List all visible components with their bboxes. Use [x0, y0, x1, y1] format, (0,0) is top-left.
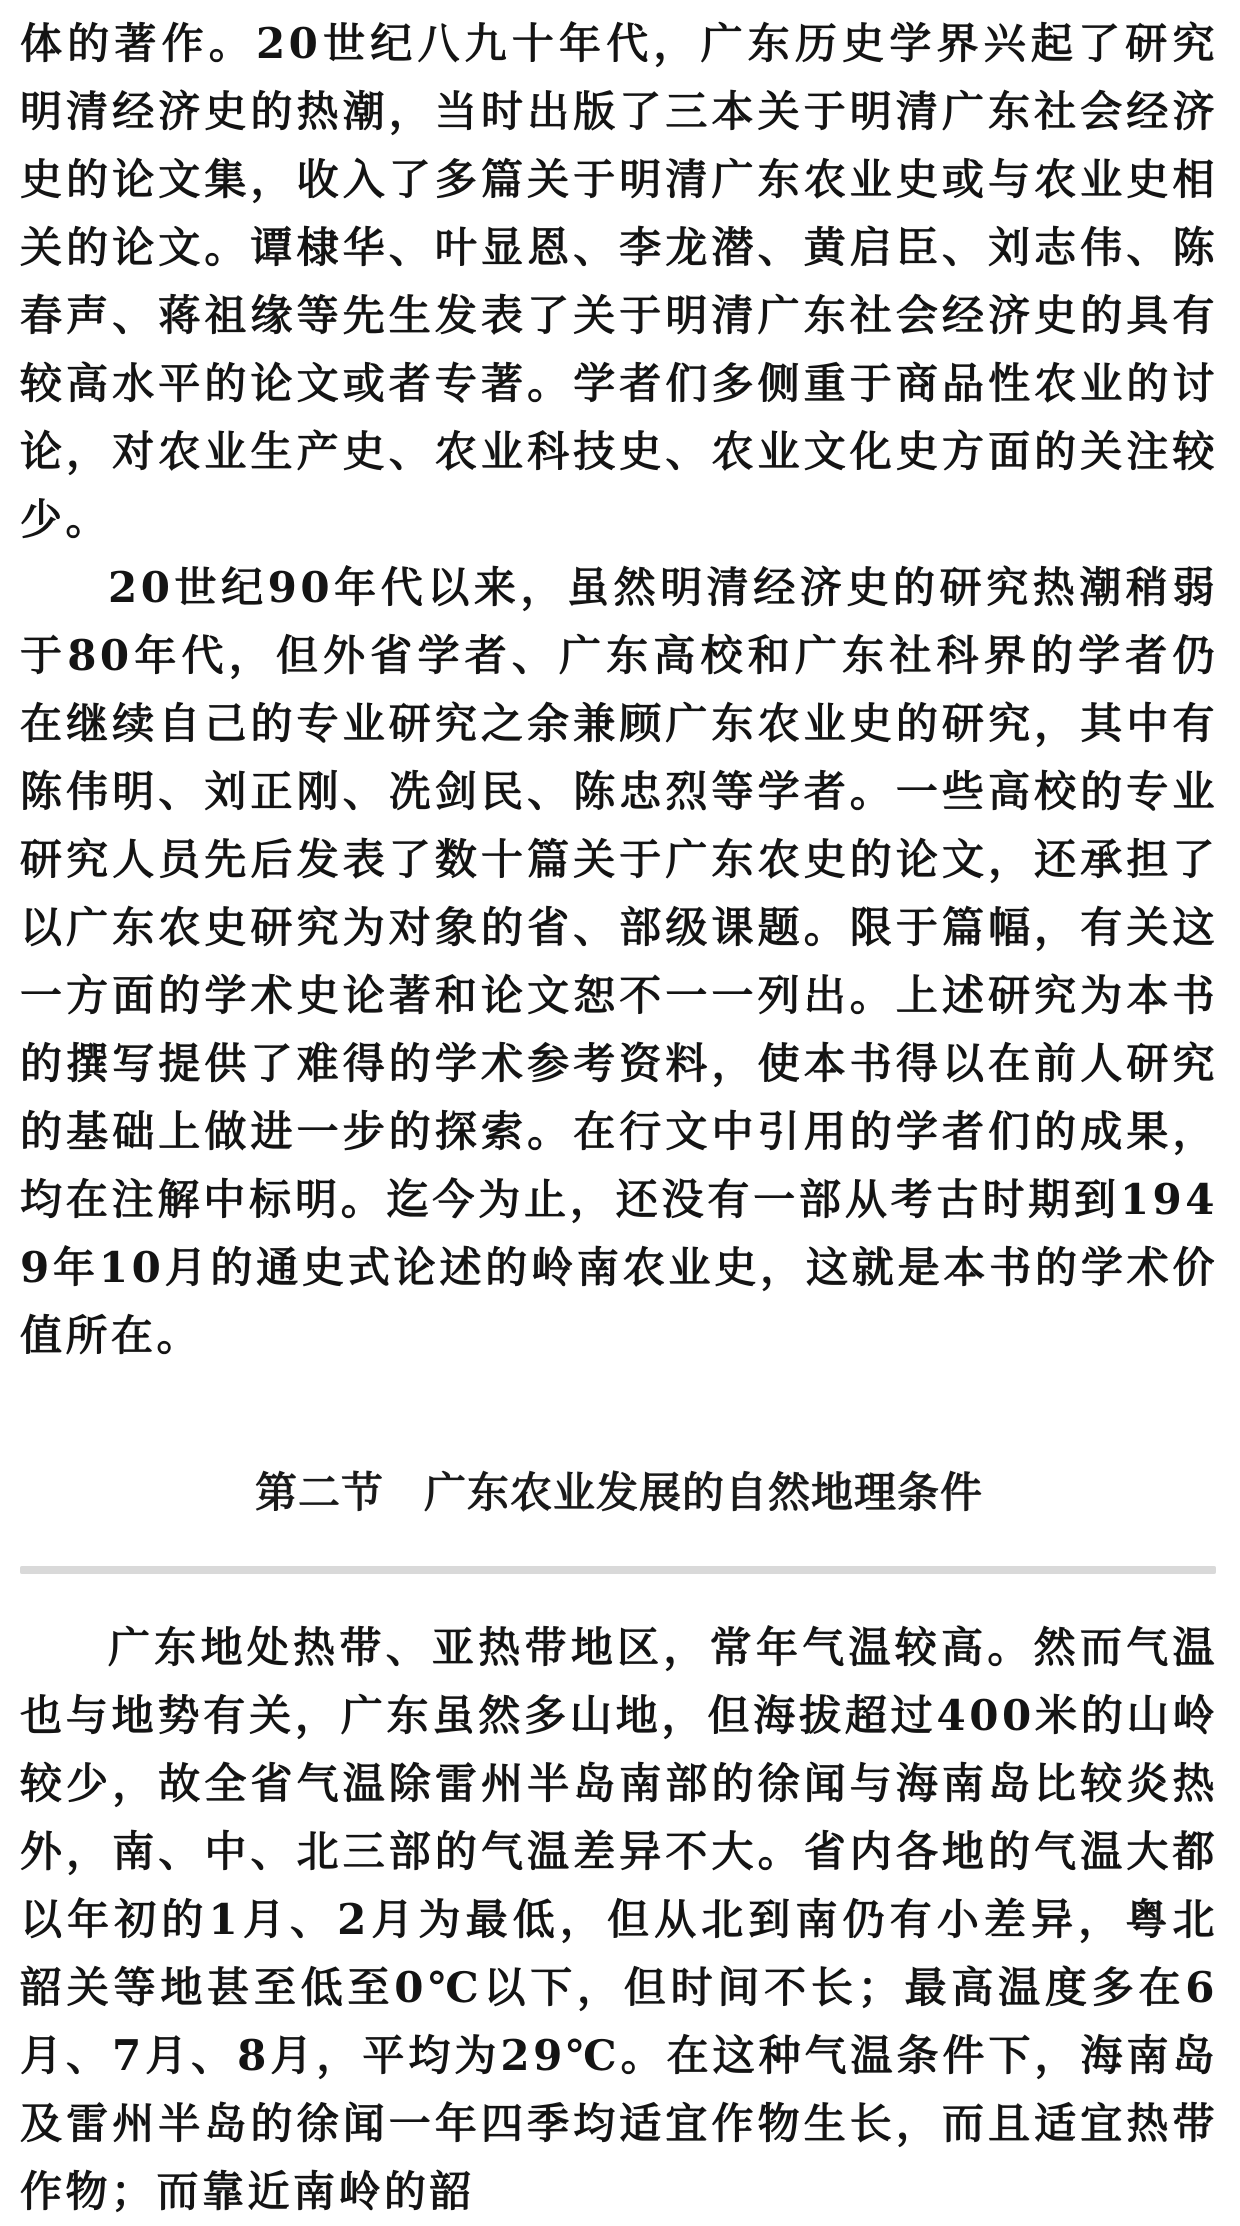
section-heading-block [20, 1430, 1218, 1556]
paragraph-continuation: 体的著作。20世纪八九十年代，广东历史学界兴起了研究明清经济史的热潮，当时出版了三本关于明清广东社会经济史的论文集，收入了多篇关于明清广东农业史或与农业史相关的论文。谭棣华、叶显恩、李龙潜、黄启臣、刘志伟、陈春声、蒋祖缘等先生发表了关于明清广东社会经济史的具有较高水平的论文或者专著。学者们多侧重于商品性农业的讨论，对农业生产史、农业科技史、农业文化史方面的关注较少。 [20, 19, 1218, 544]
section-title: 广东农业发展的自然地理条件 [424, 1467, 984, 1517]
section-divider [20, 1566, 1216, 1574]
paragraph-research-since-1990s: 20世纪90年代以来，虽然明清经济史的研究热潮稍弱于80年代，但外省学者、广东高校和广东社科界的学者仍在继续自己的专业研究之余兼顾广东农业史的研究，其中有陈伟明、刘正刚、冼剑民、陈忠烈等学者。一些高校的专业研究人员先后发表了数十篇关于广东农史的论文，还承担了以广东农史研究为对象的省、部级课题。限于篇幅，有关这一方面的学术史论著和论文恕不一一列出。上述研究为本书的撰写提供了难得的学术参考资料，使本书得以在前人研究的基础上做进一步的探索。在行文中引用的学者们的成果，均在注解中标明。迄今为止，还没有一部从考古时期到1949年10月的通史式论述的岭南农业史，这就是本书的学术价值所在。 [20, 563, 1218, 1360]
section-number: 第二节 [254, 1467, 384, 1517]
paragraph-climate: 广东地处热带、亚热带地区，常年气温较高。然而气温也与地势有关，广东虽然多山地，但海拔超过400米的山岭较少，故全省气温除雷州半岛南部的徐闻与海南岛比较炎热外，南、中、北三部的气温差异不大。省内各地的气温大都以年初的1月、2月为最低，但从北到南仍有小差异，粤北韶关等地甚至低至0℃以下，但时间不长；最高温度多在6月、7月、8月，平均为29℃。在这种气温条件下，海南岛及雷州半岛的徐闻一年四季均适宜作物生长，而且适宜热带作物；而靠近南岭的韶 [20, 1622, 1218, 2216]
book-page [20, 10, 1218, 2226]
section-heading [255, 1465, 983, 1521]
